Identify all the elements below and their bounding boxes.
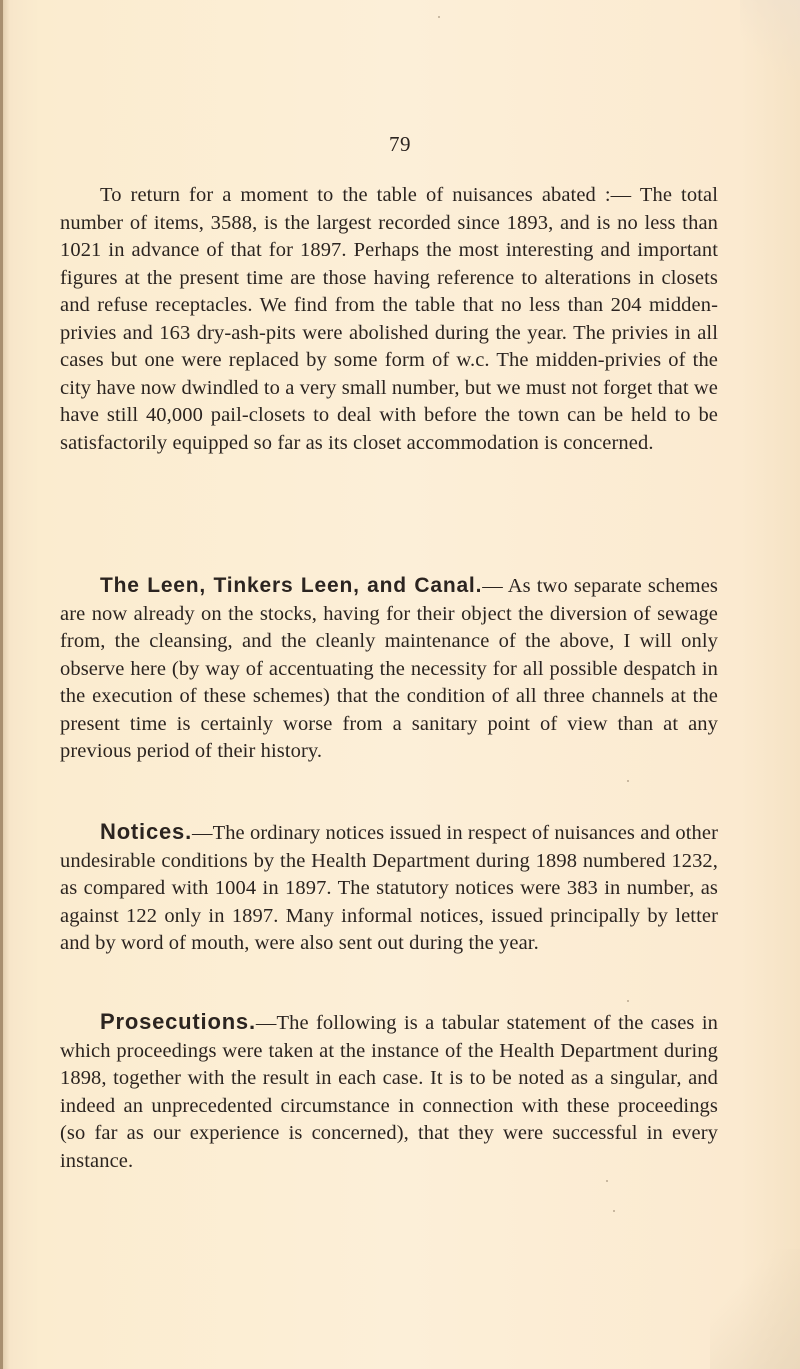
- paragraph-notices: [60, 818, 718, 958]
- paragraph-text: —The following is a tabular statement of the cases in which proceedings were taken at the instance of the Health Department during 1898, together with the result in each case. It is to be noted as a singular, and indeed an unprecedented circumstance in connection with these proceedings (so far as our experience is concerned), that they were successful in every instance.: [60, 1012, 718, 1172]
- binding-edge: [0, 0, 3, 1369]
- paper-speck: [627, 780, 629, 782]
- section-heading-notices: Notices.: [100, 819, 192, 844]
- paragraph-leen-canal: [60, 572, 718, 766]
- paragraph-text: To return for a moment to the table of nuisances abated :— The total number of items, 3588, is the largest recorded since 1893, and is no less than 1021 in advance of that for 1897. Perhaps the most interesting and important figures at the present time are those having reference to alterations in closets and refuse receptacles. We find from the table that no less than 204 midden-privies and 163 dry-ash-pits were abolished during the year. The privies in all cases but one were replaced by some form of w.c. The midden-privies of the city have now dwindled to a very small number, but we must not forget that we have still 40,000 pail-closets to deal with before the town can be held to be satisfactorily equipped so far as its closet accommodation is concerned.: [60, 184, 718, 454]
- paper-speck: [627, 1000, 629, 1002]
- paragraph-text: — As two separate schemes are now already on the stocks, having for their object the diversion of sewage from, the cleansing, and the cleanly maintenance of the above, I will only observe here (by way of accentuating the necessity for all possible despatch in the execution of these schemes) that the condition of all three channels at the present time is certainly worse from a sanitary point of view than at any previous period of their history.: [60, 575, 718, 762]
- paper-speck: [606, 1180, 608, 1182]
- paper-speck: [613, 1210, 615, 1212]
- paper-speck: [438, 16, 440, 18]
- paragraph-text: —The ordinary notices issued in respect of nuisances and other undesirable conditions by the Health Department during 1898 numbered 1232, as compared with 1004 in 1897. The statutory notices were 383 in number, as against 122 only in 1897. Many informal notices, issued principally by letter and by word of mouth, were also sent out during the year.: [60, 822, 718, 954]
- page-corner-shade: [740, 0, 800, 80]
- page-corner-shade-bottom: [710, 1249, 800, 1369]
- paragraph-nuisances-abated: [60, 182, 718, 457]
- page-number: 79: [389, 132, 411, 156]
- section-heading-prosecutions: Prosecutions.: [100, 1009, 256, 1034]
- paragraph-prosecutions: [60, 1008, 718, 1175]
- section-heading-leen: The Leen, Tinkers Leen, and Canal.: [100, 574, 483, 597]
